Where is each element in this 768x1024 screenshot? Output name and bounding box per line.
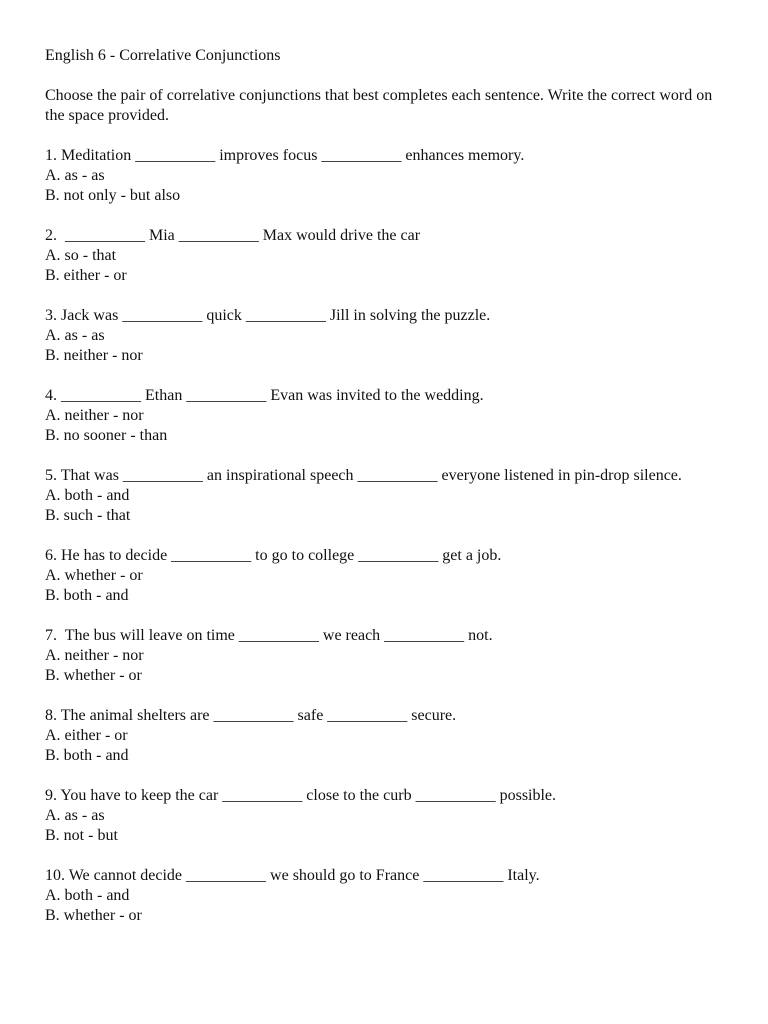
question-5 <box>45 466 735 526</box>
option-a: A. so - that <box>45 247 117 264</box>
question-stem: 3. Jack was __________ quick __________ Jill in solving the puzzle. <box>45 307 491 324</box>
option-a: A. as - as <box>45 807 105 824</box>
option-b: B. such - that <box>45 507 131 524</box>
option-b: B. whether - or <box>45 667 142 684</box>
question-stem: 7. The bus will leave on time __________ we reach __________ not. <box>45 627 493 644</box>
page-title: English 6 - Correlative Conjunctions <box>45 47 281 64</box>
option-a: A. either - or <box>45 727 128 744</box>
instructions: Choose the pair of correlative conjunctions that best completes each sentence. Write the correct word on the space provided. <box>45 87 713 124</box>
question-stem: 9. You have to keep the car __________ close to the curb __________ possible. <box>45 787 557 804</box>
option-b: B. neither - nor <box>45 347 143 364</box>
question-stem: 6. He has to decide __________ to go to college __________ get a job. <box>45 547 502 564</box>
option-a: A. as - as <box>45 327 105 344</box>
option-b: B. both - and <box>45 587 129 604</box>
option-b: B. both - and <box>45 747 129 764</box>
question-9 <box>45 786 735 846</box>
worksheet-page <box>45 46 735 946</box>
option-a: A. both - and <box>45 887 130 904</box>
option-a: A. both - and <box>45 487 130 504</box>
question-3 <box>45 306 735 366</box>
option-b: B. no sooner - than <box>45 427 168 444</box>
question-1 <box>45 146 735 206</box>
option-b: B. not only - but also <box>45 187 181 204</box>
option-a: A. whether - or <box>45 567 143 584</box>
question-stem: 1. Meditation __________ improves focus __________ enhances memory. <box>45 147 525 164</box>
question-stem: 5. That was __________ an inspirational speech __________ everyone listened in pin-drop silence. <box>45 467 682 484</box>
option-b: B. either - or <box>45 267 127 284</box>
option-a: A. as - as <box>45 167 105 184</box>
option-b: B. whether - or <box>45 907 142 924</box>
question-stem: 2. __________ Mia __________ Max would drive the car <box>45 227 421 244</box>
question-7 <box>45 626 735 686</box>
option-a: A. neither - nor <box>45 647 144 664</box>
question-10 <box>45 866 735 926</box>
question-stem: 8. The animal shelters are __________ safe __________ secure. <box>45 707 457 724</box>
option-a: A. neither - nor <box>45 407 144 424</box>
option-b: B. not - but <box>45 827 118 844</box>
question-4 <box>45 386 735 446</box>
question-stem: 10. We cannot decide __________ we should go to France __________ Italy. <box>45 867 540 884</box>
question-8 <box>45 706 735 766</box>
question-stem: 4. __________ Ethan __________ Evan was invited to the wedding. <box>45 387 484 404</box>
question-2 <box>45 226 735 286</box>
question-6 <box>45 546 735 606</box>
